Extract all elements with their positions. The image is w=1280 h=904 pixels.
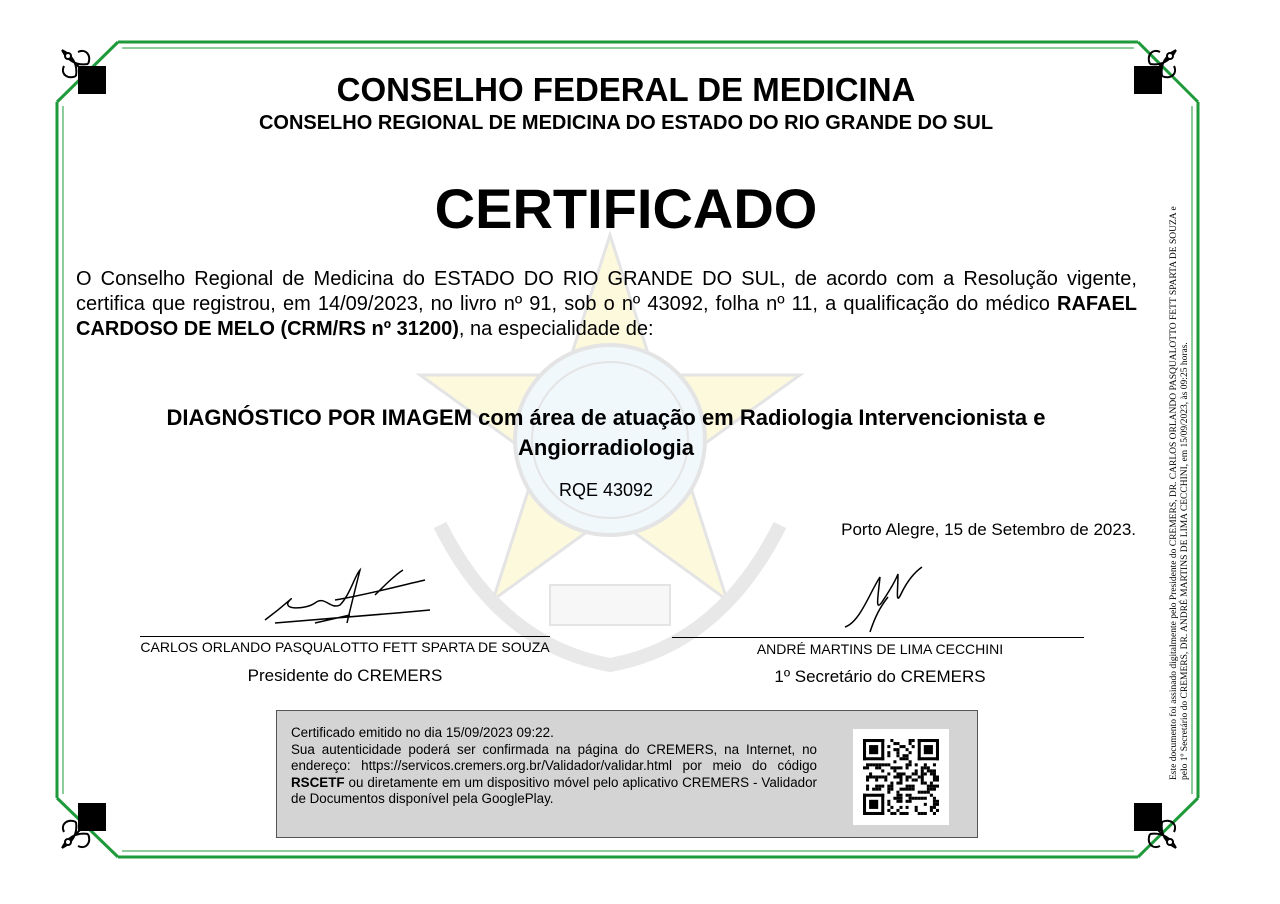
president-name: CARLOS ORLANDO PASQUALOTTO FETT SPARTA DE SOUZA — [140, 639, 550, 655]
president-role: Presidente do CREMERS — [247, 666, 443, 685]
certificate-body — [76, 267, 1137, 342]
issue-datetime: Certificado emitido no dia 15/09/2023 09:22. — [291, 725, 554, 740]
secretary-role: 1º Secretário do CREMERS — [774, 667, 986, 686]
place-date: Porto Alegre, 15 de Setembro de 2023. — [841, 520, 1136, 539]
regional-council-subtitle: CONSELHO REGIONAL DE MEDICINA DO ESTADO DO RIO GRANDE DO SUL — [258, 112, 994, 134]
document-title: CERTIFICADO — [434, 177, 818, 240]
secretary-signature — [840, 562, 930, 637]
body-text-end: , na especialidade de: — [458, 318, 654, 340]
side-note-line2: pelo 1º Secretário do CREMERS, DR. ANDRÉ MARTINS DE LIMA CECCHINI, em 15/09/2023, às 09:25 horas. — [1180, 342, 1190, 780]
verification-text — [291, 725, 817, 808]
president-signature-line — [140, 636, 550, 637]
council-title: CONSELHO FEDERAL DE MEDICINA — [336, 71, 916, 108]
secretary-signature-line — [672, 637, 1084, 638]
qr-code-container — [853, 729, 949, 825]
digital-signature-note — [1169, 130, 1191, 780]
verification-box — [276, 710, 978, 838]
authenticity-instructions: Sua autenticidade poderá ser confirmada na página do CREMERS, na Internet, no endereço: https://servicos.cremers.org.br/Validador/validar.html por meio do código RSCETF ou diretamente em um dispositivo móvel pelo aplicativo CREMERS - Validador de Documentos disponível pela GooglePlay. — [291, 741, 817, 806]
specialty: DIAGNÓSTICO POR IMAGEM com área de atuação em Radiologia Intervencionista e Angiorradiologia — [166, 405, 1046, 460]
doctor-name: RAFAEL CARDOSO DE MELO (CRM/RS nº 31200) — [76, 293, 1137, 340]
validation-code: RSCETF — [291, 774, 345, 790]
body-text-start: O Conselho Regional de Medicina do ESTADO DO RIO GRANDE DO SUL, de acordo com a Resolução vigente, certifica que registrou, em 14/09/2023, no livro nº 91, sob o nº 43092, folha nº 11, a qualificação do médico — [76, 268, 1137, 315]
side-note-line1: Este documento foi assinado digitalmente pelo Presidente do CREMERS, DR. CARLOS ORLANDO PASQUALOTTO FETT SPARTA DE SOUZA e — [1169, 206, 1179, 780]
rqe-number: RQE 43092 — [558, 480, 654, 500]
secretary-name: ANDRÉ MARTINS DE LIMA CECCHINI — [756, 641, 1004, 657]
president-signature — [255, 565, 435, 630]
qr-code[interactable] — [863, 739, 939, 815]
